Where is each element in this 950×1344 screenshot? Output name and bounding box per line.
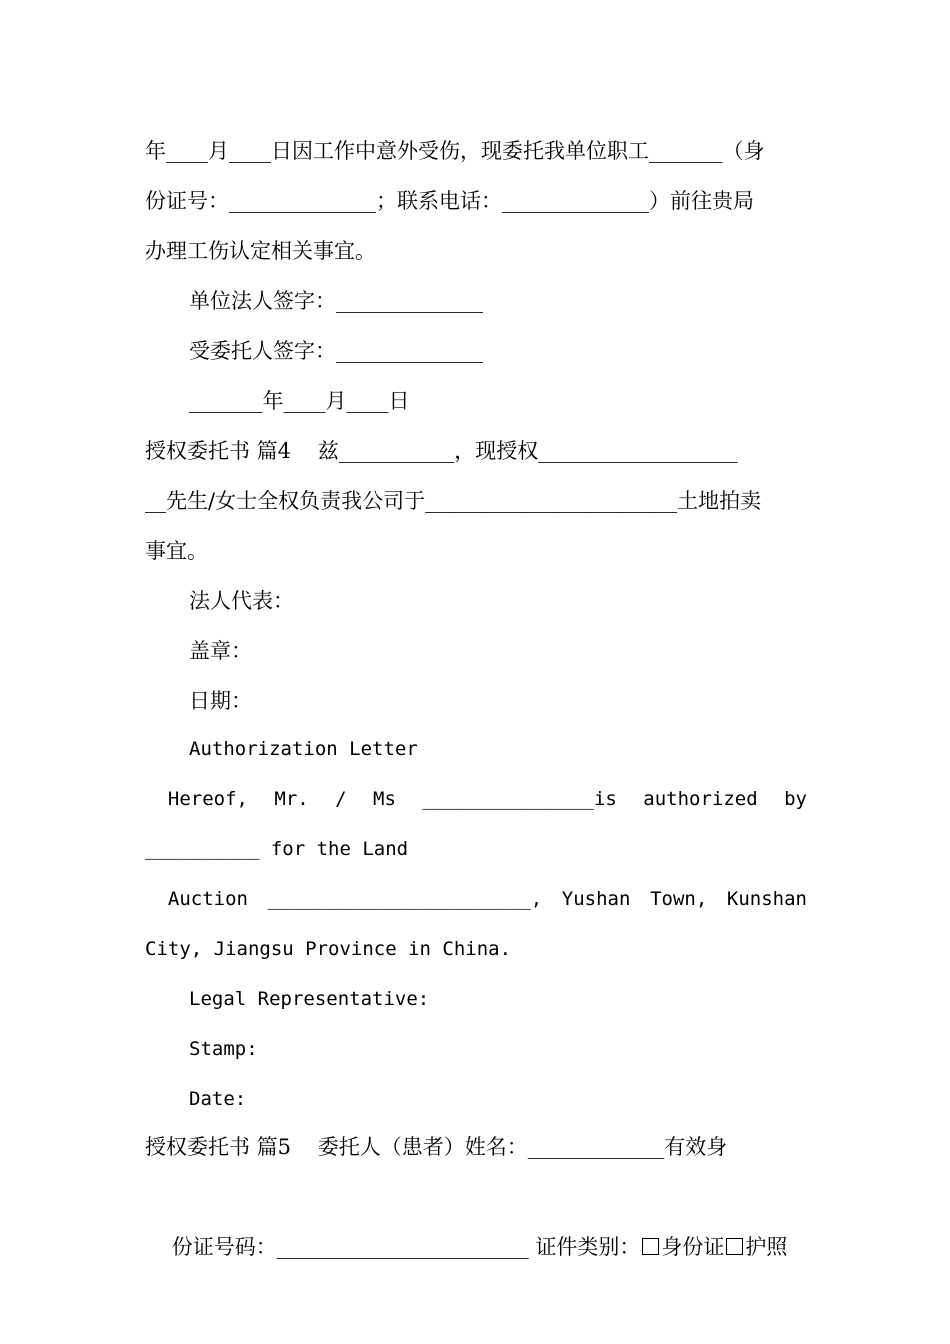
paragraph-line: 年____月____日因工作中意外受伤，现委托我单位职工_______（身 [145,139,765,163]
legal-representative-label: 法人代表： [189,589,294,613]
id-number-text: 份证号码：________________________ 证件类别： [171,1235,641,1259]
id-card-label: 身份证 [661,1235,725,1259]
word: Auction [145,888,248,910]
word: / [335,788,347,810]
paragraph-line: 份证号：______________；联系电话：______________）前往贵局 [145,189,754,213]
word: Ms [373,788,396,810]
word: by [784,788,807,810]
paragraph-line: 办理工伤认定相关事宜。 [145,239,376,263]
english-paragraph-line: __________ for the Land [145,838,409,860]
word: _______________________, [267,888,543,910]
date-label-en: Date: [189,1088,247,1110]
word: Mr. [274,788,309,810]
date-line: _______年____月____日 [189,389,410,413]
date-label: 日期： [189,689,252,713]
word: Kunshan [726,888,807,910]
word: Hereof, [145,788,248,810]
word: _______________is [422,788,617,810]
paragraph-line: __先生/女士全权负责我公司于________________________土地拍卖 [145,489,762,513]
section-heading-4: 授权委托书 篇4 兹___________，现授权___________________ [145,439,738,463]
stamp-label-en: Stamp: [189,1038,258,1060]
passport-label: 护照 [745,1235,788,1259]
english-title: Authorization Letter [189,738,418,760]
word: Yushan [561,888,631,910]
english-paragraph-line: City, Jiangsu Province in China. [145,938,512,960]
trustee-signature-line: 受委托人签字：______________ [189,339,483,363]
section-heading-5: 授权委托书 篇5 委托人（患者）姓名：_____________有效身 [145,1135,728,1159]
id-card-checkbox[interactable] [642,1238,659,1255]
legal-signature-line: 单位法人签字：______________ [189,289,483,313]
word: authorized [643,788,758,810]
legal-representative-label-en: Legal Representative: [189,988,430,1010]
paragraph-line: 事宜。 [145,539,208,563]
stamp-label: 盖章： [189,639,252,663]
english-paragraph-line [145,874,807,924]
english-paragraph-line [145,774,807,824]
id-number-line [145,1172,807,1259]
word: Town, [650,888,708,910]
passport-checkbox[interactable] [726,1238,743,1255]
